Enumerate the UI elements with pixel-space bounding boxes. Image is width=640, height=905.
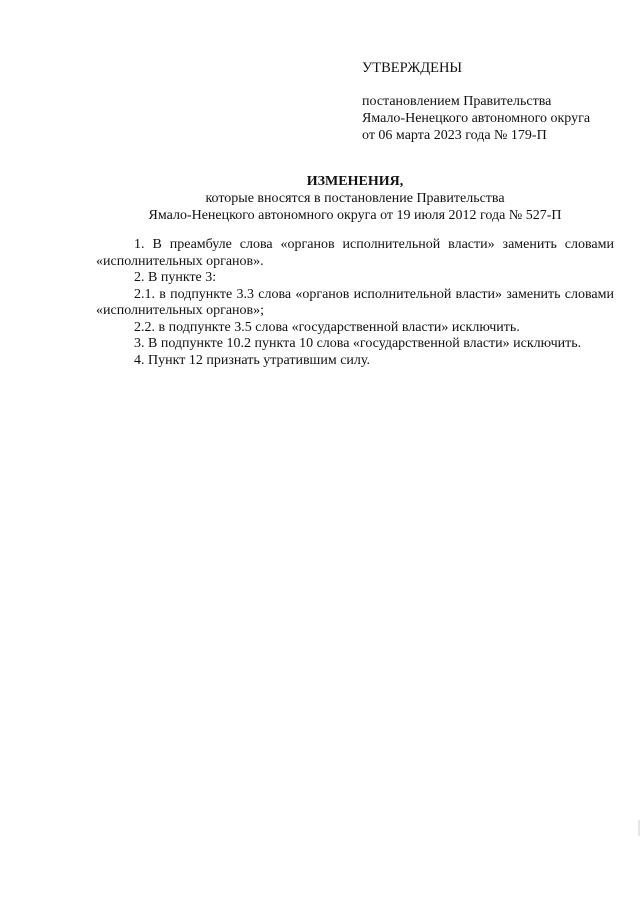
item-2-1: 2.1. в подпункте 3.3 слова «органов исполнительной власти» заменить словами «исполнительных органов»; — [96, 286, 614, 318]
approval-line-date-number: от 06 марта 2023 года № 179-П — [362, 128, 547, 143]
approval-line-government: Ямало-Ненецкого автономного округа — [362, 111, 591, 126]
approval-block — [362, 60, 622, 144]
item-4: 4. Пункт 12 признать утратившим силу. — [134, 352, 370, 368]
approval-line-resolution: постановлением Правительства — [362, 94, 552, 109]
document-subtitle-line-2: Ямало-Ненецкого автономного округа от 19 июля 2012 года № 527-П — [148, 208, 562, 223]
document-subtitle-line-1: которые вносятся в постановление Правительства — [205, 191, 505, 206]
item-1: 1. В преамбуле слова «органов исполнительной власти» заменить словами «исполнительных органов». — [96, 237, 614, 269]
document-heading — [96, 173, 614, 224]
document-title: ИЗМЕНЕНИЯ, — [306, 174, 404, 189]
item-3: 3. В подпункте 10.2 пункта 10 слова «государственной власти» исключить. — [134, 336, 582, 351]
item-2-2: 2.2. в подпункте 3.5 слова «государственной власти» исключить. — [134, 319, 520, 335]
item-2: 2. В пункте 3: — [134, 270, 217, 285]
approval-stamp: УТВЕРЖДЕНЫ — [362, 60, 463, 76]
document-body — [96, 237, 614, 369]
